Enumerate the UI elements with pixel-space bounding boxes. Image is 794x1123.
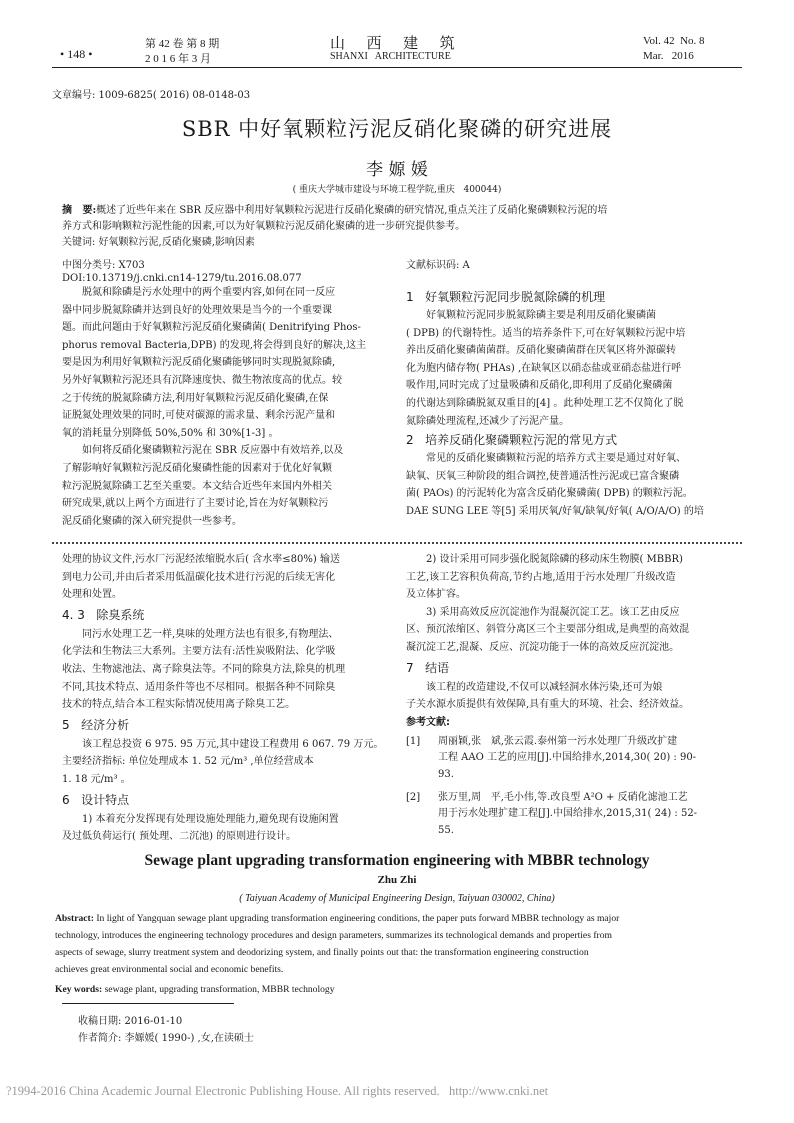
english-abstract [55,910,745,998]
references-label: 参考文献: [406,716,450,728]
english-keywords-label: Key words: [55,984,103,995]
paragraph-line: 凝沉淀工艺,混凝、反应、沉淀功能于一体的高效反应沉淀池。 [406,641,680,653]
reference-line: 用于污水处理扩建工程[J].中国给排水,2015,31( 24) : 52- [438,808,698,820]
paragraph-line: 氧的消耗量分别降低 50%,50% 和 30%[1-3] 。 [62,427,279,439]
article-author: 李 嫄 媛 [366,160,428,180]
received-date: 收稿日期: 2016-01-10 [78,1016,183,1027]
paragraph-line: 好氧颗粒污泥同步脱氮除磷主要是利用反硝化聚磷菌 [426,310,656,321]
paragraph-line: 器中同步脱氮除磷并达到良好的处理效果是当今的一个重要课 [62,304,332,316]
section-heading: 1 好氧颗粒污泥同步脱氮除磷的机理 [406,290,606,304]
paragraph-line: 研究成果,就以上两个方面进行了主要讨论,旨在为好氧颗粒污 [62,498,329,510]
page-number: • 148 • [60,47,93,61]
paragraph-line: 了解影响好氧颗粒污泥反硝化聚磷性能的因素对于优化好氧颗 [62,462,332,474]
article-number: 文章编号: 1009-6825( 2016) 08-0148-03 [52,90,251,101]
paragraph-line: 3) 采用高效反应沉淀池作为混凝沉淀工艺。该工艺由反应 [426,606,680,618]
paragraph-line: 2) 设计采用可同步强化脱氮除磷的移动床生物膜( MBBR) [426,554,683,565]
reference-line: 工程 AAO 工艺的应用[J].中国给排水,2014,30( 20) : 90- [438,752,697,764]
paragraph-line: 1) 本着充分发挥现有处理设施处理能力,避免现有设施闲置 [82,813,339,825]
keywords: 关键词: 好氧颗粒污泥,反硝化聚磷,影响因素 [62,237,255,248]
article-title: SBR 中好氧颗粒污泥反硝化聚磷的研究进展 [181,117,613,141]
section-heading: 7 结语 [406,660,450,675]
author-affiliation: ( 重庆大学城市建设与环境工程学院,重庆 400044) [292,185,502,195]
paragraph-line: 1. 18 元/m³ 。 [62,773,131,785]
english-abstract-label: Abstract: [55,913,94,924]
reference-line: 55. [438,824,454,836]
english-abstract-line: achieves great environmental social and economic benefits. [55,964,284,975]
english-author: Zhu Zhi [377,874,417,886]
date-cn: 2 0 1 6 年 3 月 [145,53,211,65]
paragraph-line: 要是因为利用好氧颗粒污泥反硝化聚磷能够同时实现脱氮除磷, [62,357,336,369]
abstract-text: 概述了近些年来在 SBR 反应器中利用好氧颗粒污泥进行反硝化聚磷的研究情况,重点关注了反硝化聚磷颗粒污泥的培 [96,205,608,216]
paragraph-line: 缺氧、厌氧三种阶段的组合调控,使普通活性污泥或已富含聚磷 [406,470,680,482]
english-abstract-line: technology, introduces the engineering technology procedures and design parameters, summarizes its technological demands and properties from [55,930,612,941]
volume-cn: 第 42 卷 第 8 期 [145,38,220,50]
doi: DOI:10.13719/j.cnki.cn14-1279/tu.2016.08.077 [62,273,302,284]
english-title: Sewage plant upgrading transformation engineering with MBBR technology [144,852,650,869]
paragraph-line: 收法、生物滤池法、离子除臭法等。不同的除臭方法,除臭的机理 [62,663,346,675]
paragraph-line: 证脱氮处理效果的同时,可使对碳源的需求量、剩余污泥产量和 [62,410,336,422]
paragraph-line: 不同,其技术特点、适用条件等也不尽相同。根据各种不同除臭 [62,681,336,693]
paragraph-line: 之于传统的脱氮除磷方法,利用好氧颗粒污泥反硝化聚磷,在保 [62,392,329,404]
paragraph-line: 主要经济指标: 单位处理成本 1. 52 元/m³ ,单位经营成本 [62,756,314,768]
paragraph-line: 吸作用,同时完成了过量吸磷和反硝化,即利用了反硝化聚磷菌 [406,380,673,392]
lower-right-column [406,551,740,839]
header-rule [52,67,742,68]
paragraph-line: 化学法和生物法三大系列。主要方法有:活性炭吸附法、化学吸 [62,646,336,658]
section-heading: 5 经济分析 [62,717,130,732]
paragraph-line: 及立体扩容。 [406,589,466,601]
paragraph-line: 泥反硝化聚磷的深入研究提供一些参考。 [62,515,242,527]
paragraph-line: 处理和处置。 [62,589,122,601]
reference-line: 周丽颖,张 斌,张云霞.泰州第一污水处理厂升级改扩建 [438,735,678,747]
paragraph-line: 脱氮和除磷是污水处理中的两个重要内容,如何在同一反应 [82,287,336,298]
paragraph-line: DAE SUNG LEE 等[5] 采用厌氧/好氧/缺氧/好氧( A/O/A/O) 的培 [406,505,704,517]
reference-item [406,734,740,784]
section-heading: 6 设计特点 [62,792,130,807]
left-column-body [62,284,388,530]
reference-item [406,790,740,840]
volume-en: Vol. 42 No. 8 [643,35,705,47]
abstract-text: 养方式和影响颗粒污泥性能的因素,可以为好氧颗粒污泥反硝化聚磷的进一步研究提供参考。 [62,221,466,232]
english-abstract-line: In light of Yangquan sewage plant upgrading transformation engineering conditions, the paper puts forward MBBR technology as major [96,913,620,924]
footnote-rule [62,1003,234,1004]
english-affiliation: ( Taiyuan Academy of Municipal Engineering Design, Taiyuan 030002, China) [239,893,555,904]
section-heading: 4. 3 除臭系统 [62,607,145,622]
paragraph-line: ( DPB) 的代谢特性。适当的培养条件下,可在好氧颗粒污泥中培 [406,327,686,339]
reference-line: 张万里,周 平,毛小伟,等.改良型 A²O + 反硝化滤池工艺 [438,791,688,803]
paragraph-line: 工艺,该工艺容积负荷高,节约占地,适用于污水处理厂升级改造 [406,571,676,583]
section-heading: 2 培养反硝化聚磷颗粒污泥的常见方式 [406,433,618,448]
reference-number: [2] [406,791,421,803]
copyright-footer: ?1994-2016 China Academic Journal Electronic Publishing House. All rights reserved. http://www.cnki.net [6,1084,549,1098]
paragraph-line: 技术的特点,结合本工程实际情况使用离子除臭工艺。 [62,699,296,711]
paragraph-line: 氮除磷处理流程,还减少了污泥产量。 [406,415,570,427]
paragraph-line: 养出反硝化聚磷菌菌群。反硝化聚磷菌群在厌氧区将外源碳转 [406,345,676,357]
paragraph-line: 另外好氧颗粒污泥还具有沉降速度快、微生物浓度高的优点。较 [62,374,342,386]
paragraph-line: 及过低负荷运行( 预处理、二沉池) 的原则进行设计。 [62,831,297,843]
document-code: 文献标识码: A [406,260,470,271]
clc-number: 中图分类号: X703 [62,260,145,271]
paragraph-line: phorus removal Bacteria,DPB) 的发现,将会得到良好的解决,这主 [62,339,367,351]
english-abstract-line: aspects of sewage, slurry treatment system and deodorizing system, and finally points out that: the transformation engineering construction [55,947,589,958]
paragraph-line: 同污水处理工艺一样,臭味的处理方法也有很多,有物理法、 [82,628,339,640]
journal-title-en: SHANXI ARCHITECTURE [330,51,451,62]
paragraph-line: 化为胞内储存物( PHAs) ,在缺氧区以硝态盐或亚硝态盐进行呼 [406,362,682,374]
paragraph-line: 子关水源水质提供有效保障,具有重大的环境、社会、经济效益。 [406,699,690,711]
paragraph-line: 到电力公司,并由后者采用低温碳化技术进行污泥的后续无害化 [62,571,336,583]
journal-title-cn: 山 西 建 筑 [330,34,459,52]
paragraph-line: 该工程总投资 6 975. 95 万元,其中建设工程费用 6 067. 79 万元。 [82,738,384,750]
paragraph-line: 处理的协议文件,污水厂污泥经浓缩脱水后( 含水率≤80%) 输送 [62,554,340,565]
paragraph-line: 的代谢达到除磷脱氮双重目的[4] 。此种处理工艺不仅简化了脱 [406,397,684,409]
author-bio: 作者简介: 李嫄媛( 1990-) ,女,在读硕士 [78,1033,254,1044]
tear-divider [52,542,742,544]
abstract [62,203,738,251]
date-en: Mar. 2016 [643,50,694,62]
paragraph-line: 该工程的改造建设,不仅可以减轻洞水体污染,还可为娘 [426,681,663,693]
paragraph-line: 常见的反硝化聚磷颗粒污泥的培养方式主要是通过对好氧、 [426,453,686,465]
reference-line: 93. [438,768,454,780]
abstract-label: 摘 要: [62,205,97,216]
right-column-body [406,287,740,521]
english-keywords: sewage plant, upgrading transformation, MBBR technology [104,984,335,995]
paragraph-line: 区、预沉浓缩区、斜管分离区三个主要部分组成,是典型的高效混 [406,624,690,636]
paragraph-line: 如何将反硝化聚磷颗粒污泥在 SBR 反应器中有效培养,以及 [82,445,344,457]
paragraph-line: 题。而此问题由于好氧颗粒污泥反硝化聚磷菌( Denitrifying Phos- [62,322,361,334]
lower-left-column [62,551,388,846]
paragraph-line: 菌( PAOs) 的污泥转化为富含反硝化聚磷菌( DPB) 的颗粒污泥。 [406,488,693,500]
reference-number: [1] [406,735,421,747]
paragraph-line: 粒污泥脱氮除磷工艺至关重要。本文结合近些年来国内外相关 [62,480,332,492]
